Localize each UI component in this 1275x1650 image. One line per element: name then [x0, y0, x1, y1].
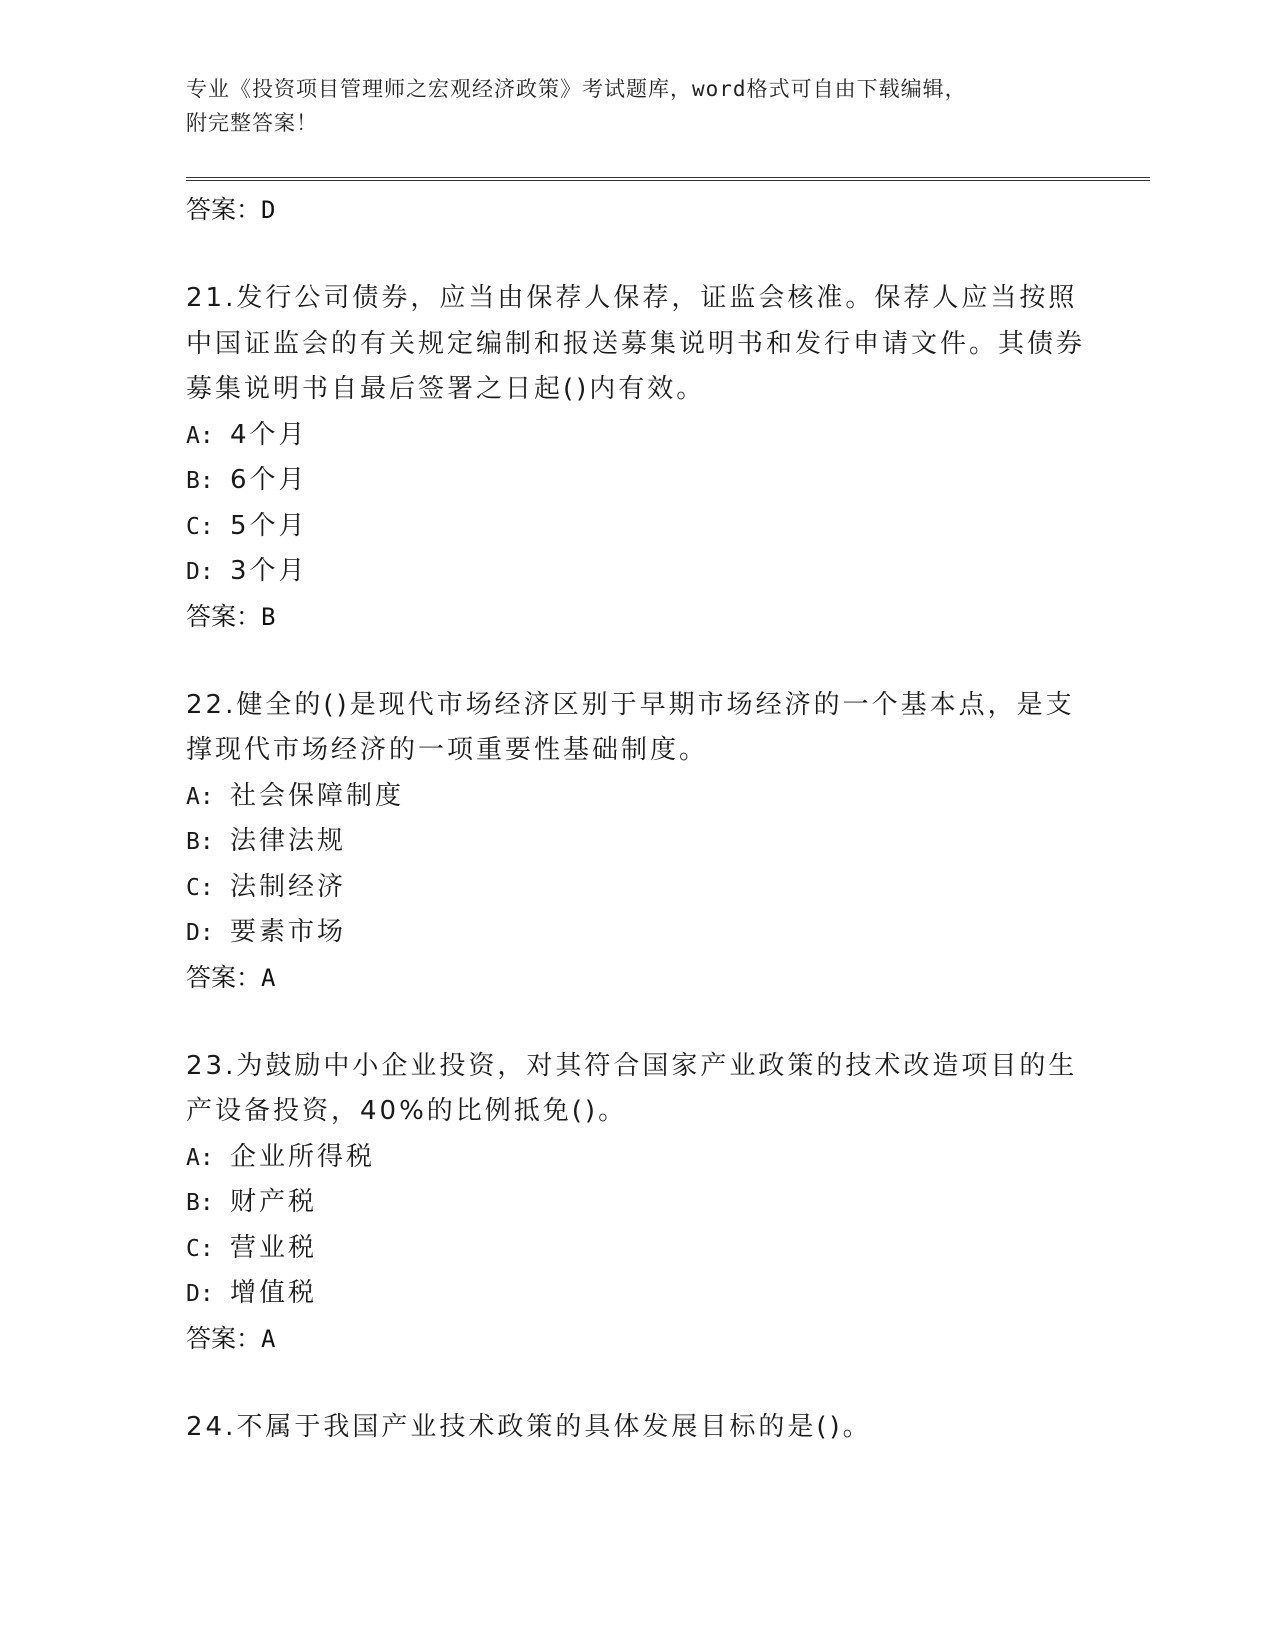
option-text: 要素市场 — [230, 917, 347, 947]
answer-label: 答案： — [186, 601, 262, 631]
question-21 — [186, 276, 1086, 639]
option-letter: B: — [186, 1190, 214, 1216]
question-24 — [186, 1405, 1086, 1451]
answer-line — [186, 595, 1086, 639]
question-stem: 22.健全的()是现代市场经济区别于早期市场经济的一个基本点，是支撑现代市场经济的一项重要性基础制度。 — [186, 689, 1075, 765]
option-text: 6个月 — [230, 465, 308, 495]
option-letter: B: — [186, 829, 214, 855]
option-a — [186, 1135, 1086, 1181]
question-23 — [186, 1044, 1086, 1361]
option-b — [186, 819, 1086, 865]
option-a — [186, 774, 1086, 820]
option-letter: D: — [186, 920, 214, 946]
option-text: 社会保障制度 — [230, 780, 405, 811]
option-a — [186, 413, 1086, 459]
option-b — [186, 458, 1086, 504]
option-letter: D: — [186, 1281, 214, 1307]
question-list — [186, 188, 1086, 1450]
option-letter: A: — [186, 422, 214, 449]
answer-line — [186, 956, 1086, 1000]
option-text: 法律法规 — [230, 826, 347, 856]
answer-label: 答案： — [186, 1323, 262, 1353]
option-c — [186, 1226, 1086, 1272]
option-letter: B: — [186, 468, 214, 494]
option-letter: C: — [186, 874, 214, 901]
answer-line — [186, 1317, 1086, 1361]
header-divider — [186, 177, 1150, 181]
header-line-2: 附完整答案！ — [186, 111, 318, 135]
option-text: 营业税 — [230, 1232, 318, 1263]
answer-label: 答案： — [186, 195, 262, 224]
option-text: 企业所得税 — [230, 1141, 376, 1172]
option-d — [186, 1271, 1086, 1317]
answer-value: A — [261, 1324, 276, 1353]
option-letter: C: — [186, 1235, 214, 1262]
question-22 — [186, 683, 1086, 1000]
answer-value: D — [261, 196, 276, 224]
option-b — [186, 1180, 1086, 1226]
answer-line — [186, 188, 1086, 232]
question-stem: 23.为鼓励中小企业投资，对其符合国家产业政策的技术改造项目的生产设备投资，40%的比例抵免()。 — [186, 1050, 1078, 1126]
option-text: 增值税 — [230, 1278, 318, 1308]
option-d — [186, 910, 1086, 956]
option-text: 法制经济 — [230, 871, 347, 902]
option-text: 3个月 — [230, 556, 308, 586]
option-letter: C: — [186, 513, 214, 540]
question-stem: 24.不属于我国产业技术政策的具体发展目标的是()。 — [186, 1411, 872, 1442]
document-header — [186, 72, 1146, 140]
question-stem: 21.发行公司债券，应当由保荐人保荐，证监会核准。保荐人应当按照中国证监会的有关规定编制和报送募集说明书和发行申请文件。其债券募集说明书自最后签署之日起()内有效。 — [186, 283, 1086, 404]
option-letter: A: — [186, 783, 214, 810]
option-d — [186, 549, 1086, 595]
answer-value: A — [261, 963, 276, 992]
option-letter: D: — [186, 559, 214, 585]
option-c — [186, 504, 1086, 550]
option-text: 5个月 — [230, 510, 308, 541]
answer-value: B — [261, 602, 276, 631]
option-text: 财产税 — [230, 1187, 318, 1217]
option-text: 4个月 — [230, 419, 308, 450]
header-line-1: 专业《投资项目管理师之宏观经济政策》考试题库，word格式可自由下载编辑， — [186, 77, 967, 101]
option-c — [186, 865, 1086, 911]
option-letter: A: — [186, 1144, 214, 1171]
answer-label: 答案： — [186, 962, 262, 992]
